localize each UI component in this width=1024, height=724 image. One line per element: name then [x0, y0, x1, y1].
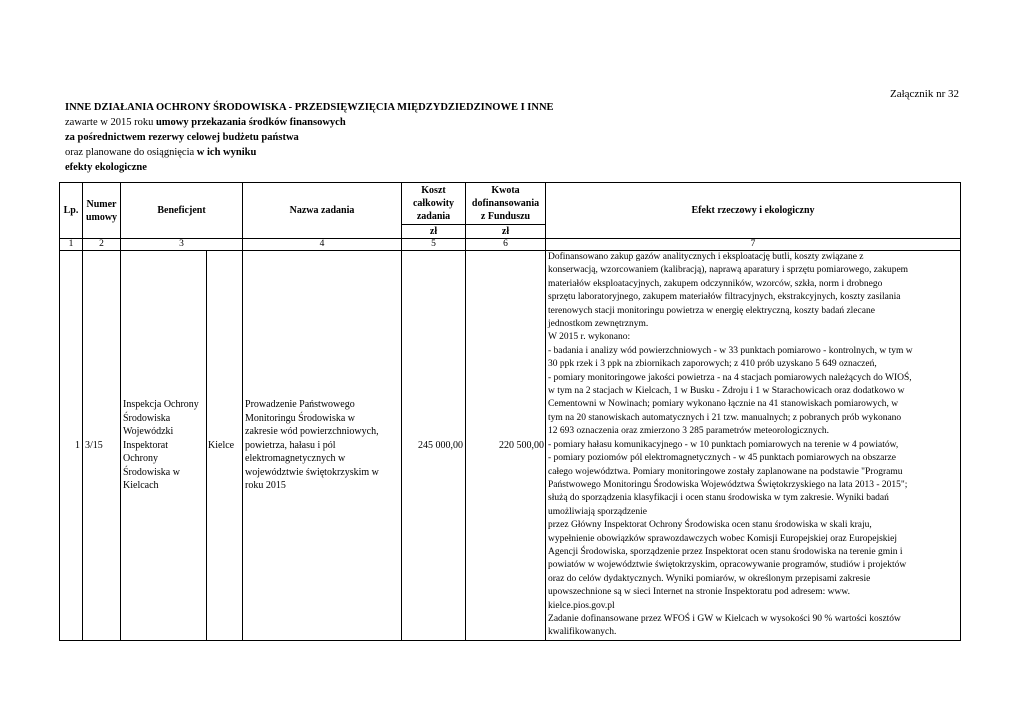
efekt-line: kielce.pios.gov.pl	[548, 600, 615, 611]
col-header-koszt-line3: zadania	[416, 211, 451, 222]
col-header-kwota-line3: z Funduszu	[480, 211, 531, 222]
cell-kwota: 220 500,00	[466, 251, 546, 641]
nazwa-line: roku 2015	[245, 479, 286, 491]
header-line-2	[65, 115, 554, 130]
col-header-efekt: Efekt rzeczowy i ekologiczny	[546, 183, 961, 239]
annex-label: Załącznik nr 32	[889, 88, 959, 100]
efekt-line: upowszechnione są w sieci Internet na stronie Inspektoratu pod adresem: www.	[548, 587, 850, 598]
col-number: 3	[121, 239, 243, 251]
efekt-line: Agencji Środowiska, sporządzenie przez Inspektorat ocen stanu środowiska na terenie gmin i	[548, 546, 903, 557]
col-header-beneficjent: Beneficjent	[121, 183, 243, 239]
col-header-kwota-line1: Kwota	[491, 185, 520, 196]
col-header-koszt-line1: Koszt	[421, 185, 446, 196]
efekt-line: Cementowni w Nowinach; pomiary wykonano łącznie na 41 stanowiskach pomiarowych, w	[548, 399, 899, 410]
efekt-line: przez Główny Inspektorat Ochrony Środowiska ocen stanu środowiska w skali kraju,	[548, 520, 872, 531]
header-line-2-bold: umowy przekazania środków finansowych	[155, 117, 346, 128]
col-header-koszt-line2: całkowity	[412, 198, 455, 209]
efekt-line: materiałów eksploatacyjnych, zakupem odczynników, wzorców, szkła, norm i drobnego	[548, 278, 883, 289]
unit-kwota: zł	[466, 225, 546, 239]
efekt-lines	[548, 251, 958, 640]
col-header-numer-line2: umowy	[85, 211, 118, 223]
beneficjent-line: Środowiska	[123, 412, 171, 424]
unit-koszt: zł	[402, 225, 466, 239]
cell-koszt: 245 000,00	[402, 251, 466, 641]
col-number: 5	[402, 239, 466, 251]
efekt-line: tym na 20 stanowiskach automatycznych i 21 tzw. manualnych; z pobranych prób wykonano	[548, 412, 902, 423]
efekt-line: 30 ppk rzek i 3 ppk na zbiornikach zaporowych; z 410 prób uzyskano 5 649 oznaczeń,	[548, 359, 877, 370]
col-header-kwota	[466, 183, 546, 225]
efekt-line: W 2015 r. wykonano:	[548, 332, 631, 343]
cell-efekt	[546, 251, 961, 641]
efekt-line: - pomiary poziomów pól elektromagnetycznych - w 45 punktach pomiarowych na obszarze	[548, 453, 896, 464]
beneficjent-lines	[123, 398, 204, 492]
cell-numer: 3/15	[83, 251, 121, 641]
efekt-line: wypełnienie obowiązków sprawozdawczych wobec Komisji Europejskiej oraz Europejskiej	[548, 533, 898, 544]
efekt-line: Dofinansowano zakup gazów analitycznych i eksploatację butli, koszty związane z	[548, 252, 864, 262]
efekt-line: - badania i analizy wód powierzchniowych - w 33 punktach pomiarowo - kontrolnych, w tym w	[548, 345, 913, 356]
beneficjent-line: Środowiska w	[123, 466, 180, 478]
efekt-line: - pomiary monitoringowe jakości powietrza - na 4 stacjach pomiarowych należących do WIOŚ,	[548, 372, 912, 383]
col-header-numer-line1: Numer	[86, 198, 117, 210]
cell-nazwa	[243, 251, 402, 641]
cell-beneficjent	[121, 251, 207, 641]
nazwa-line: zakresie wód powierzchniowych,	[245, 426, 379, 438]
efekt-line: konserwacją, wzorcowaniem (kalibracją), naprawą aparatury i sprzętu pomiarowego, zakupem	[548, 265, 909, 276]
header-line-4	[65, 145, 554, 160]
efekt-line: Państwowego Monitoringu Środowiska Województwa Świętokrzyskiego na lata 2013 - 2015";	[548, 479, 908, 490]
nazwa-line: Monitoringu Środowiska w	[245, 412, 356, 424]
efekt-line: całego województwa. Pomiary monitoringowe zostały zaplanowane na podstawie "Programu	[548, 466, 903, 477]
efekt-line: służą do sporządzenia klasyfikacji i ocen stanu środowiska w tym zakresie. Wyniki badań	[548, 493, 889, 504]
efekt-line: jednostkom zewnętrznym.	[548, 319, 649, 330]
table-header-row	[60, 183, 961, 225]
header-line-4-normal: oraz planowane do osiągnięcia	[65, 147, 197, 158]
nazwa-line: elektromagnetycznych w	[245, 453, 346, 465]
col-header-lp: Lp.	[60, 183, 83, 239]
efekt-line: kwalifikowanych.	[548, 627, 617, 638]
efekt-line: w tym na 2 stacjach w Kielcach, 1 w Busku - Zdroju i 1 w Starachowicach oraz dodatkowo w	[548, 386, 905, 397]
beneficjent-line: Inspektorat	[123, 439, 168, 451]
col-number: 7	[546, 239, 961, 251]
col-number: 1	[60, 239, 83, 251]
efekt-line: terenowych stacji monitoringu powietrza w energię elektryczną, koszty badań zlecane	[548, 305, 875, 316]
nazwa-line: województwie świętokrzyskim w	[245, 466, 379, 478]
efekt-line: sprzętu laboratoryjnego, zakupem materiałów filtracyjnych, ekstrakcyjnych, koszty zasilania	[548, 292, 901, 303]
document-title: INNE DZIAŁANIA OCHRONY ŚRODOWISKA - PRZEDSIĘWZIĘCIA MIĘDZYDZIEDZINOWE I INNE	[65, 102, 554, 113]
header-line-5: efekty ekologiczne	[65, 162, 147, 173]
beneficjent-line: Kielcach	[123, 479, 159, 491]
efekt-line: 12 693 oznaczenia oraz zmierzono 3 285 parametrów meteorologicznych.	[548, 426, 829, 437]
cell-city: Kielce	[207, 251, 243, 641]
header-line-2-normal: zawarte w 2015 roku	[65, 117, 156, 128]
nazwa-line: powietrza, hałasu i pól	[245, 439, 336, 451]
beneficjent-line: Inspekcja Ochrony	[123, 399, 199, 411]
col-header-nazwa: Nazwa zadania	[243, 183, 402, 239]
header-line-3: za pośrednictwem rezerwy celowej budżetu państwa	[65, 132, 299, 143]
projects-table	[59, 182, 961, 641]
col-header-numer	[83, 183, 121, 239]
col-number: 2	[83, 239, 121, 251]
table-row	[60, 251, 961, 641]
beneficjent-line: Ochrony	[123, 453, 158, 465]
column-number-row	[60, 239, 961, 251]
col-number: 6	[466, 239, 546, 251]
efekt-line: umożliwiają sporządzenie	[548, 506, 647, 517]
col-header-koszt	[402, 183, 466, 225]
document-header	[65, 100, 554, 175]
cell-lp: 1	[60, 251, 83, 641]
efekt-line: powiatów w województwie świętokrzyskim, opracowywanie programów, studiów i projektów	[548, 560, 907, 571]
efekt-line: - pomiary hałasu komunikacyjnego - w 10 punktach pomiarowych na terenie w 4 powiatów,	[548, 439, 899, 450]
efekt-line: oraz do celów dydaktycznych. Wyniki pomiarów, w określonym przepisami zakresie	[548, 573, 871, 584]
efekt-line: Zadanie dofinansowane przez WFOŚ i GW w Kielcach w wysokości 90 % wartości kosztów	[548, 613, 901, 624]
col-header-kwota-line2: dofinansowania	[471, 198, 540, 209]
col-number: 4	[243, 239, 402, 251]
nazwa-line: Prowadzenie Państwowego	[245, 399, 355, 411]
beneficjent-line: Wojewódzki	[123, 426, 174, 438]
header-line-4-bold: w ich wyniku	[196, 147, 257, 158]
nazwa-lines	[245, 398, 399, 492]
